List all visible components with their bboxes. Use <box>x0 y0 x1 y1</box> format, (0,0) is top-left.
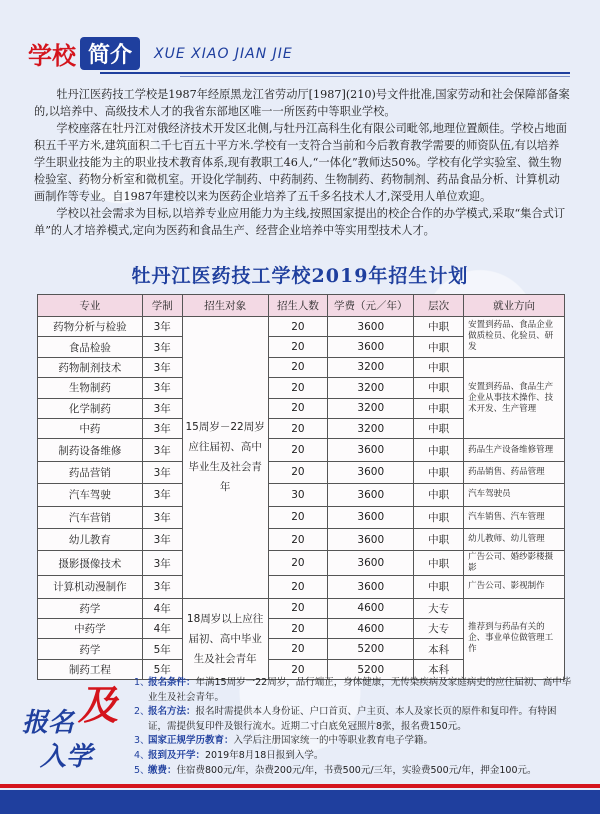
tuition-cell: 3200 <box>328 378 414 398</box>
quota-cell: 20 <box>268 461 328 483</box>
tuition-cell: 4600 <box>328 598 414 618</box>
tuition-cell: 3600 <box>328 506 414 528</box>
col-header: 招生对象 <box>182 295 268 317</box>
item-text: 2019年8月18日报到入学。 <box>205 749 324 761</box>
item-label: 报名条件： <box>148 677 196 688</box>
level-cell: 中职 <box>414 528 464 550</box>
quota-cell: 20 <box>268 317 328 337</box>
col-header: 学费（元／年） <box>328 295 414 317</box>
tuition-cell: 5200 <box>328 639 414 659</box>
item-label: 国家正规学历教育： <box>148 735 234 747</box>
direction-cell: 药品销售、药品管理 <box>464 461 565 483</box>
col-header: 招生人数 <box>268 295 328 317</box>
level-cell: 中职 <box>414 461 464 483</box>
duration-cell: 3年 <box>142 418 182 438</box>
duration-cell: 5年 <box>142 659 182 679</box>
badge-bao: 报名 <box>22 708 75 738</box>
item-label: 报名方法： <box>148 706 196 718</box>
level-cell: 中职 <box>414 551 464 576</box>
header-divider-thin <box>180 76 570 77</box>
tuition-cell: 3600 <box>328 576 414 598</box>
quota-cell: 20 <box>268 659 328 679</box>
duration-cell: 3年 <box>142 461 182 483</box>
intro-paragraph: 学校座落在牡丹江对俄经济技术开发区北侧,与牡丹江高科生化有限公司毗邻,地理位置颇佳。学校占地面积五千平方米,建筑面积二千七百五十平方米.学校有一支符合当前和今后教育教学需要的师资队伍,有以培养学生职业技能为主的职业技术教育体系,现有教职工46人,“一体化”教师达50%。学校有化学实验室、微生物检验室、药物分析室和微机室。开设化学制药、中药制药、生物制药、药物制剂、药品食品分析、计算机动画制作等专业。自1987年建校以来为医药企业培养了五千多名技术人才,深受用人单位欢迎。 <box>34 122 567 203</box>
level-cell: 中职 <box>414 506 464 528</box>
duration-cell: 4年 <box>142 598 182 618</box>
list-item <box>134 734 574 749</box>
item-text: 住宿费800元/年，杂费200元/年，书费500元/三年，实验费500元/年，押金100元。 <box>176 764 537 776</box>
table-row <box>38 598 565 618</box>
level-cell: 大专 <box>414 619 464 639</box>
level-cell: 中职 <box>414 357 464 377</box>
tuition-cell: 3200 <box>328 398 414 418</box>
duration-cell: 5年 <box>142 639 182 659</box>
duration-cell: 3年 <box>142 357 182 377</box>
footer-accent-stripe <box>0 784 600 788</box>
tuition-cell: 3600 <box>328 551 414 576</box>
level-cell: 中职 <box>414 378 464 398</box>
table-row <box>38 357 565 377</box>
level-cell: 大专 <box>414 598 464 618</box>
table-row <box>38 439 565 461</box>
level-cell: 中职 <box>414 418 464 438</box>
quota-cell: 20 <box>268 598 328 618</box>
table-row <box>38 506 565 528</box>
major-cell: 化学制药 <box>38 398 143 418</box>
item-number: 2、 <box>134 706 150 718</box>
major-cell: 药学 <box>38 639 143 659</box>
intro-paragraph: 学校以社会需求为目标,以培养专业应用能力为主线,按照国家提出的校企合作的办学模式,采取“集合式订单”的人才培养模式,定向为医药和食品生产、经营企业培养中等实用型技术人才。 <box>34 207 566 237</box>
direction-cell: 广告公司、婚纱影楼摄影 <box>464 551 565 576</box>
table-row <box>38 551 565 576</box>
major-cell: 药学 <box>38 598 143 618</box>
duration-cell: 3年 <box>142 484 182 506</box>
tuition-cell: 3600 <box>328 461 414 483</box>
footer-bar <box>0 790 600 814</box>
duration-cell: 3年 <box>142 576 182 598</box>
level-cell: 本科 <box>414 639 464 659</box>
list-item <box>134 705 574 734</box>
quota-cell: 20 <box>268 576 328 598</box>
header-english: XUE XIAO JIAN JIE <box>154 45 293 62</box>
list-item <box>134 764 574 779</box>
tuition-cell: 3600 <box>328 317 414 337</box>
duration-cell: 4年 <box>142 619 182 639</box>
target-cell: 15周岁－22周岁应往届初、高中毕业生及社会青年 <box>182 317 268 599</box>
enrollment-requirements <box>134 676 574 778</box>
col-header: 就业方向 <box>464 295 565 317</box>
col-header: 学制 <box>142 295 182 317</box>
major-cell: 摄影摄像技术 <box>38 551 143 576</box>
direction-cell: 推荐到与药品有关的企、事业单位做管理工作 <box>464 598 565 680</box>
major-cell: 药物分析与检验 <box>38 317 143 337</box>
item-number: 3、 <box>134 735 150 747</box>
list-item <box>134 749 574 764</box>
level-cell: 中职 <box>414 484 464 506</box>
badge-ji: 及 <box>78 682 118 729</box>
table-row <box>38 317 565 337</box>
tuition-cell: 3600 <box>328 484 414 506</box>
quota-cell: 20 <box>268 378 328 398</box>
quota-cell: 20 <box>268 337 328 357</box>
major-cell: 中药学 <box>38 619 143 639</box>
major-cell: 制药工程 <box>38 659 143 679</box>
major-cell: 中药 <box>38 418 143 438</box>
duration-cell: 3年 <box>142 528 182 550</box>
major-cell: 汽车营销 <box>38 506 143 528</box>
direction-cell: 广告公司、影视制作 <box>464 576 565 598</box>
level-cell: 中职 <box>414 398 464 418</box>
table-row <box>38 576 565 598</box>
major-cell: 食品检验 <box>38 337 143 357</box>
col-header: 层次 <box>414 295 464 317</box>
item-text: 报名时需提供本人身份证、户口首页、户主页、本人及家长页的原件和复印件。有特困证，需提供复印件及银行流水。近期二寸白底免冠照片8张，报名费150元。 <box>148 706 557 732</box>
duration-cell: 3年 <box>142 378 182 398</box>
direction-cell: 幼儿教师、幼儿管理 <box>464 528 565 550</box>
item-label: 缴费： <box>148 764 177 776</box>
list-item <box>134 676 574 705</box>
quota-cell: 20 <box>268 418 328 438</box>
tuition-cell: 3200 <box>328 357 414 377</box>
major-cell: 计算机动漫制作 <box>38 576 143 598</box>
major-cell: 药物制剂技术 <box>38 357 143 377</box>
badge-ru: 入学 <box>40 742 93 772</box>
item-number: 1、 <box>134 677 150 688</box>
item-number: 4、 <box>134 749 150 761</box>
quota-cell: 20 <box>268 506 328 528</box>
item-text: 入学后注册国家统一的中等职业教育电子学籍。 <box>233 735 434 747</box>
level-cell: 中职 <box>414 317 464 337</box>
level-cell: 中职 <box>414 439 464 461</box>
duration-cell: 3年 <box>142 506 182 528</box>
quota-cell: 30 <box>268 484 328 506</box>
col-header: 专业 <box>38 295 143 317</box>
header-red-text: 学校 <box>28 41 76 70</box>
tuition-cell: 3600 <box>328 337 414 357</box>
table-header-row <box>38 295 565 317</box>
item-number: 5、 <box>134 764 150 776</box>
direction-cell: 汽车销售、汽车管理 <box>464 506 565 528</box>
direction-cell: 安置到药品、食品企业做质检员、化验员、研发 <box>464 317 565 358</box>
duration-cell: 3年 <box>142 398 182 418</box>
duration-cell: 3年 <box>142 551 182 576</box>
major-cell: 生物制药 <box>38 378 143 398</box>
table-row <box>38 528 565 550</box>
quota-cell: 20 <box>268 619 328 639</box>
major-cell: 幼儿教育 <box>38 528 143 550</box>
quota-cell: 20 <box>268 528 328 550</box>
table-row <box>38 461 565 483</box>
duration-cell: 3年 <box>142 337 182 357</box>
item-label: 报到及开学： <box>148 749 206 761</box>
tuition-cell: 5200 <box>328 659 414 679</box>
level-cell: 本科 <box>414 659 464 679</box>
tuition-cell: 4600 <box>328 619 414 639</box>
item-text: 年满15周岁一22周岁，品行端正，身体健康，无传染疾病及家庭病史的应往届初、高中毕业生及社会青年。 <box>148 677 572 703</box>
quota-cell: 20 <box>268 357 328 377</box>
quota-cell: 20 <box>268 439 328 461</box>
major-cell: 制药设备维修 <box>38 439 143 461</box>
major-cell: 汽车驾驶 <box>38 484 143 506</box>
intro-paragraph: 牡丹江医药技工学校是1987年经原黑龙江省劳动厅[1987](210)号文件批准,国家劳动和社会保障部备案的,以培养中、高级技术人才的我省东部地区唯一一所医药中等职业学校。 <box>34 88 570 118</box>
section-header <box>28 36 293 71</box>
direction-cell: 安置到药品、食品生产企业从事技术操作、技术开发、生产管理 <box>464 357 565 439</box>
quota-cell: 20 <box>268 551 328 576</box>
major-cell: 药品营销 <box>38 461 143 483</box>
header-box-text: 简介 <box>80 37 140 70</box>
level-cell: 中职 <box>414 337 464 357</box>
tuition-cell: 3600 <box>328 528 414 550</box>
quota-cell: 20 <box>268 398 328 418</box>
quota-cell: 20 <box>268 639 328 659</box>
direction-cell: 药品生产设备维修管理 <box>464 439 565 461</box>
table-row <box>38 484 565 506</box>
school-intro <box>34 86 570 239</box>
duration-cell: 3年 <box>142 317 182 337</box>
tuition-cell: 3600 <box>328 439 414 461</box>
duration-cell: 3年 <box>142 439 182 461</box>
plan-title: 牡丹江医药技工学校2019年招生计划 <box>131 265 469 287</box>
enrollment-badge <box>14 672 124 782</box>
direction-cell: 汽车驾驶员 <box>464 484 565 506</box>
tuition-cell: 3200 <box>328 418 414 438</box>
header-divider <box>100 72 570 74</box>
enrollment-table <box>37 294 565 680</box>
level-cell: 中职 <box>414 576 464 598</box>
target-cell: 18周岁以上应往届初、高中毕业生及社会青年 <box>182 598 268 680</box>
